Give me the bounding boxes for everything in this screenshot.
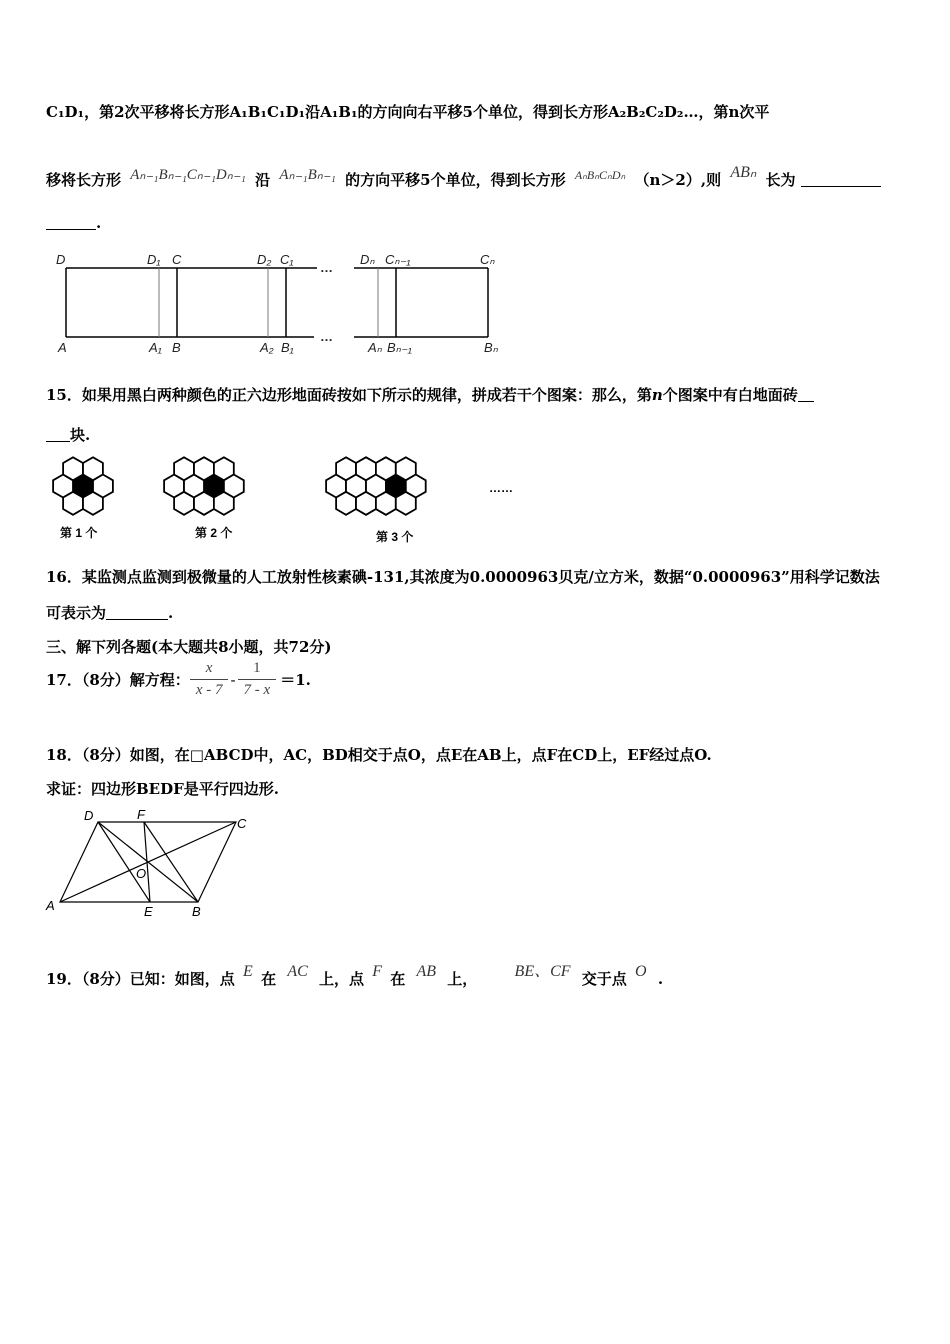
label-C1: C₁ bbox=[280, 252, 294, 267]
label-O: O bbox=[136, 866, 147, 881]
fraction-x-over-x-minus-7 bbox=[190, 660, 229, 699]
label-B: B bbox=[192, 904, 201, 919]
parallelogram-figure bbox=[40, 806, 260, 922]
q19-point-F: F bbox=[372, 963, 383, 980]
caption-pattern-1: 第 1 个 bbox=[60, 526, 98, 540]
q15-unit: 块. bbox=[70, 426, 91, 444]
pattern-ellipsis: …… bbox=[489, 481, 513, 495]
label-D1: D₁ bbox=[147, 252, 161, 267]
q15-text: 15．如果用黑白两种颜色的正六边形地面砖按如下所示的规律，拼成若干个图案：那么，第 bbox=[46, 386, 652, 404]
label-top-ellipsis: … bbox=[320, 260, 333, 275]
segment-FB bbox=[144, 822, 198, 902]
fraction2-denominator: 7 - x bbox=[243, 682, 271, 698]
label-A: A bbox=[58, 340, 67, 355]
segment-DE bbox=[98, 822, 150, 902]
q14-text-a: 移将长方形 bbox=[46, 171, 122, 189]
q15-text-b: 个图案中有白地面砖 bbox=[662, 386, 798, 404]
white-hexagon-tile bbox=[93, 475, 113, 498]
label-A2: A₂ bbox=[260, 340, 274, 355]
q19-text-e: 上， bbox=[447, 970, 478, 988]
q14-text-b: 沿 bbox=[255, 171, 271, 189]
caption-pattern-3: 第 3 个 bbox=[376, 530, 414, 544]
q19-period: . bbox=[657, 970, 664, 988]
white-hexagon-tile bbox=[376, 492, 396, 515]
q19-point-O: O bbox=[635, 963, 647, 980]
q14-line3 bbox=[46, 214, 101, 232]
label-D: D bbox=[56, 252, 66, 267]
q18-line2: 求证：四边形BEDF是平行四边形. bbox=[46, 780, 279, 798]
white-hexagon-tile bbox=[63, 457, 83, 480]
label-A: A bbox=[46, 898, 55, 913]
label-Cn: Cₙ bbox=[480, 252, 495, 267]
white-hexagon-tile bbox=[376, 457, 396, 480]
q16-line1: 16．某监测点监测到极微量的人工放射性核素碘-131,其浓度为0.0000963贝克/立方米，数据“0.0000963”用科学记数法 bbox=[46, 568, 880, 586]
label-A1: A₁ bbox=[149, 340, 162, 355]
q14-expr-rect-n: AₙBₙCₙDₙ bbox=[574, 168, 626, 182]
label-An: Aₙ bbox=[368, 340, 382, 355]
q16-period: . bbox=[168, 604, 174, 622]
white-hexagon-tile bbox=[224, 475, 244, 498]
q19-line bbox=[46, 958, 663, 989]
label-Dn: Dₙ bbox=[360, 252, 375, 267]
label-Bn: Bₙ bbox=[484, 340, 498, 355]
q15-line2 bbox=[46, 424, 90, 445]
q18-line1: 18．（8分）如图，在□ABCD中，AC，BD相交于点O，点E在AB上，点F在CD上，EF经过点O. bbox=[46, 746, 712, 764]
q15-line1 bbox=[46, 384, 814, 405]
q19-text-f: 交于点 bbox=[581, 970, 627, 988]
white-hexagon-tile bbox=[194, 457, 214, 480]
q15-var-n: n bbox=[651, 386, 663, 404]
q16-blank bbox=[106, 605, 168, 620]
white-hexagon-tile bbox=[194, 492, 214, 515]
label-Cn-1: Cₙ₋₁ bbox=[385, 252, 411, 267]
q14-text-c: 的方向平移5个单位，得到长方形 bbox=[345, 171, 566, 189]
label-bottom-ellipsis: … bbox=[320, 329, 333, 344]
q14-period: . bbox=[96, 214, 102, 232]
label-B1: B₁ bbox=[281, 340, 294, 355]
fraction1-numerator: x bbox=[190, 660, 229, 680]
q16-text: 可表示为 bbox=[46, 604, 107, 622]
q14-line2 bbox=[46, 162, 881, 190]
hexagon-patterns-figure bbox=[40, 448, 540, 548]
q19-segments-BE-CF: BE、CF bbox=[514, 963, 571, 980]
minus-sign: - bbox=[230, 670, 236, 689]
q19-text-b: 在 bbox=[261, 970, 277, 988]
q17-line bbox=[46, 660, 311, 699]
label-D: D bbox=[84, 808, 94, 823]
answer-blank bbox=[801, 172, 881, 187]
q14-line1: C₁D₁，第2次平移将长方形A₁B₁C₁D₁沿A₁B₁的方向向右平移5个单位，得到长方形A₂B₂C₂D₂…，第n次平 bbox=[46, 103, 770, 121]
label-C: C bbox=[237, 816, 247, 831]
section-3-heading: 三、解下列各题(本大题共8小题，共72分) bbox=[46, 638, 332, 656]
label-C: C bbox=[172, 252, 182, 267]
equals-one: ＝1. bbox=[280, 671, 311, 689]
q14-text-d: （n＞2）,则 bbox=[634, 171, 722, 189]
label-B: B bbox=[172, 340, 181, 355]
fraction-1-over-7-minus-x bbox=[238, 660, 277, 699]
q14-text-e: 长为 bbox=[765, 171, 796, 189]
q16-line2 bbox=[46, 602, 173, 623]
caption-pattern-2: 第 2 个 bbox=[195, 526, 233, 540]
q19-text-c: 上，点 bbox=[319, 970, 365, 988]
q19-point-E: E bbox=[243, 963, 253, 980]
fraction2-numerator: 1 bbox=[238, 660, 277, 680]
label-D2: D₂ bbox=[257, 252, 272, 267]
label-Bn-1: Bₙ₋₁ bbox=[387, 340, 412, 355]
white-hexagon-tile bbox=[63, 492, 83, 515]
translated-rectangles-figure bbox=[52, 248, 512, 360]
q19-segment-AC: AC bbox=[287, 963, 308, 980]
q14-expr-rect-prev: Aₙ₋₁Bₙ₋₁Cₙ₋₁Dₙ₋₁ bbox=[130, 167, 246, 183]
q17-label: 17．（8分）解方程： bbox=[46, 671, 190, 689]
fraction1-denominator: x - 7 bbox=[195, 682, 223, 698]
q19-text-d: 在 bbox=[390, 970, 406, 988]
diagonal-BD bbox=[98, 822, 198, 902]
q15-blank bbox=[798, 387, 814, 402]
q15-blank-cont bbox=[46, 427, 70, 442]
answer-blank-cont bbox=[46, 215, 96, 230]
label-F: F bbox=[137, 807, 145, 822]
white-hexagon-tile bbox=[406, 475, 426, 498]
q19-text-a: 19．（8分）已知：如图，点 bbox=[46, 970, 235, 988]
q14-expr-side-prev: Aₙ₋₁Bₙ₋₁ bbox=[279, 167, 336, 183]
q14-expr-abn: ABₙ bbox=[730, 164, 757, 181]
label-E: E bbox=[144, 904, 153, 919]
q19-segment-AB: AB bbox=[416, 963, 437, 980]
